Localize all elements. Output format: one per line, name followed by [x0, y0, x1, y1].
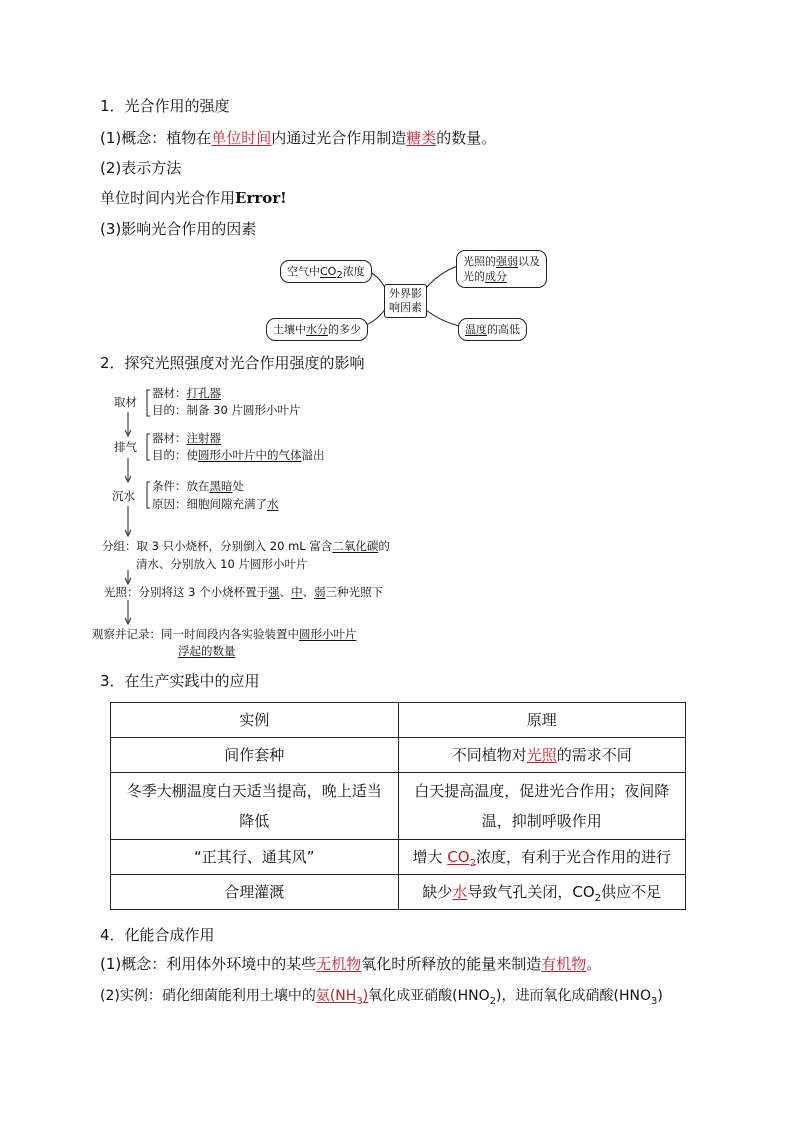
- table-header-example: 实例: [111, 703, 399, 738]
- flow-step-sink: 沉水: [112, 489, 135, 503]
- section-2-heading: 2．探究光照强度对光合作用强度的影响: [100, 354, 365, 372]
- experiment-flowchart: [92, 382, 440, 662]
- table-row: [111, 840, 686, 875]
- table-header-row: [111, 703, 686, 738]
- section-1-heading: 1．光合作用的强度: [100, 97, 230, 115]
- factor-co2-box: 空气中$CO_2$浓度: [280, 260, 372, 283]
- method-heading: (2)表示方法: [100, 159, 182, 177]
- table-row: [111, 738, 686, 773]
- table-row: [111, 773, 686, 840]
- method-line: 单位时间内光合作用Error!: [100, 189, 287, 207]
- flow-step-light: 光照：分别将这 3 个小烧杯置于强、中、弱三种光照下: [104, 585, 384, 599]
- flowchart-lines: [100, 382, 440, 662]
- factor-light-box: 光照的强弱以及 光的成分: [456, 250, 547, 288]
- flow-step-degas: 排气: [114, 440, 137, 454]
- flow-obtain-tool: 器材：打孔器: [152, 386, 221, 400]
- table-cell: 冬季大棚温度白天适当提高，晚上适当 降低: [111, 773, 399, 840]
- flow-step-obtain: 取材: [114, 395, 137, 409]
- factor-temperature-box: 温度的高低: [458, 318, 527, 341]
- section-3-heading: 3．在生产实践中的应用: [100, 672, 260, 690]
- answer-sugars: 糖类: [406, 129, 437, 147]
- flow-step-group: 分组：取 3 只小烧杯，分别倒入 20 mL 富含二氧化碳的: [102, 539, 390, 553]
- application-table: [110, 702, 686, 910]
- factors-mindmap: [260, 246, 570, 346]
- chemosynthesis-example: (2)实例：硝化细菌能利用土壤中的氨$(NH_3)$氧化成亚硝酸$(HNO_2)$，进而氧化成硝酸$(HNO_3)$: [100, 988, 663, 1007]
- table-cell: 增大 $CO_2$浓度，有利于光合作用的进行: [398, 840, 686, 875]
- table-cell: 合理灌溉: [111, 875, 399, 910]
- table-cell: “正其行、通其风”: [111, 840, 399, 875]
- flow-observe-line2: 浮起的数量: [178, 644, 236, 658]
- flow-degas-tool: 器材：注射器: [152, 431, 221, 445]
- factor-water-box: 土壤中水分的多少: [266, 318, 368, 341]
- table-row: [111, 875, 686, 910]
- flow-step-observe: 观察并记录：同一时间段内各实验装置中圆形小叶片: [92, 627, 357, 641]
- table-cell: 不同植物对光照的需求不同: [398, 738, 686, 773]
- table-cell: 缺少水导致气孔关闭，$CO_2$供应不足: [398, 875, 686, 910]
- table-cell: 白天提高温度，促进光合作用；夜间降 温，抑制呼吸作用: [398, 773, 686, 840]
- flow-sink-condition: 条件：放在黑暗处: [152, 479, 244, 493]
- chemosynthesis-concept: (1)概念：利用体外环境中的某些无机物氧化时所释放的能量来制造有机物。: [100, 955, 602, 973]
- center-node-external-factors: 外界影 响因素: [384, 284, 427, 318]
- answer-unit-time: 单位时间: [211, 129, 272, 147]
- section-4-heading: 4．化能合成作用: [100, 926, 215, 944]
- flow-degas-purpose: 目的：使圆形小叶片中的气体溢出: [152, 448, 325, 462]
- photosynthesis-intensity-concept: (1)概念：植物在单位时间内通过光合作用制造糖类的数量。: [100, 129, 497, 147]
- factors-heading: (3)影响光合作用的因素: [100, 220, 257, 238]
- error-text: Error!: [235, 189, 287, 207]
- flow-group-line2: 清水、分别放入 10 片圆形小叶片: [136, 557, 308, 571]
- flow-sink-reason: 原因：细胞间隙充满了水: [152, 497, 279, 511]
- flow-obtain-purpose: 目的：制备 30 片圆形小叶片: [152, 403, 301, 417]
- table-cell: 间作套种: [111, 738, 399, 773]
- table-header-principle: 原理: [398, 703, 686, 738]
